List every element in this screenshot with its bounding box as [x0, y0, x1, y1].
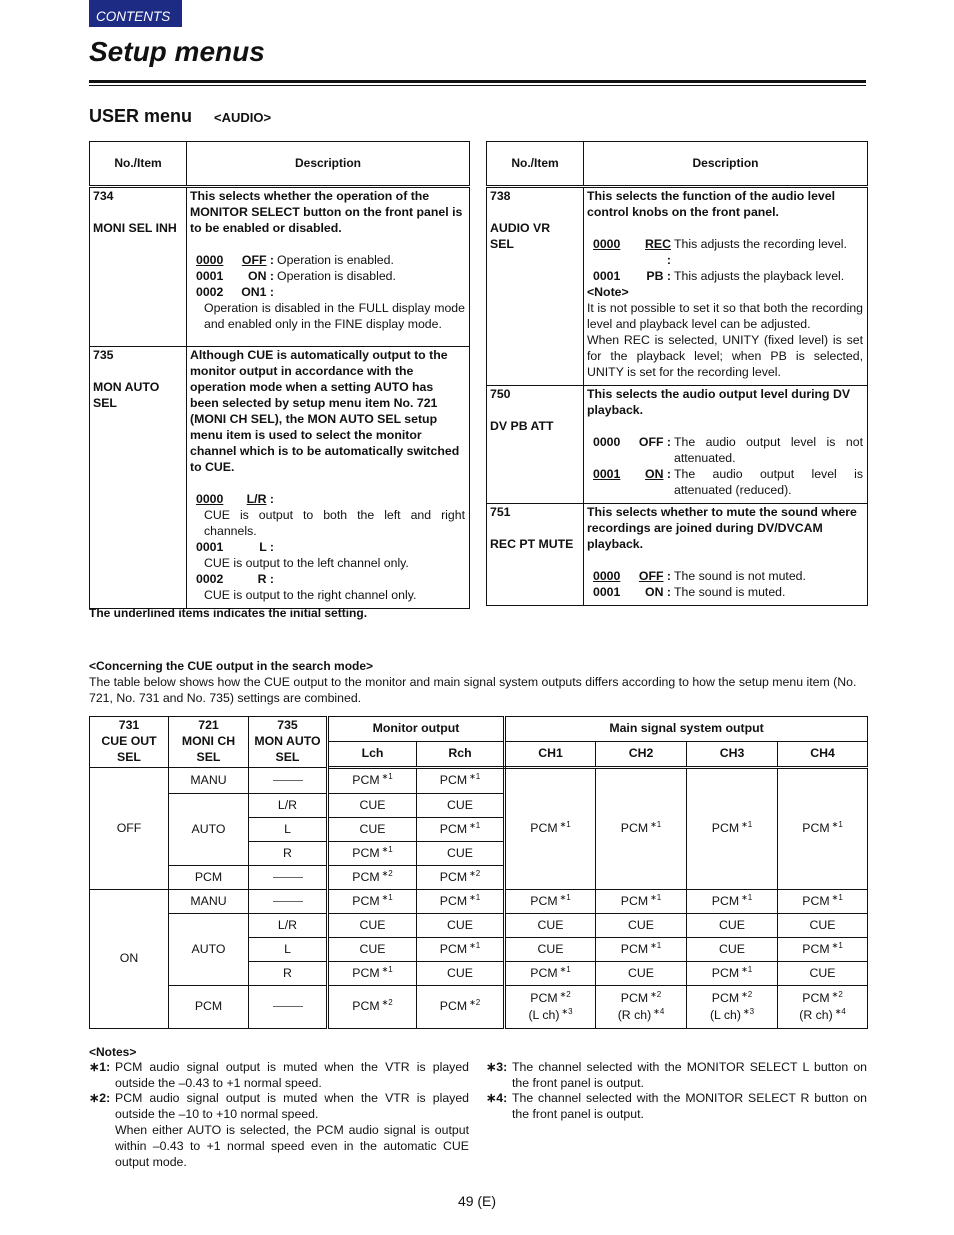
dash-mark	[273, 780, 303, 781]
note-text: PCM audio signal output is muted when the VTR is played outside the –10 to +10 normal speed. When either AUTO is selected, the PCM audio signal is output within –0.43 to +1 normal speed even in the automatic CUE output mode.	[115, 1091, 469, 1169]
col-header-ch4: CH4	[778, 742, 868, 768]
note-marker: ∗1:	[89, 1060, 111, 1074]
option-row	[593, 467, 863, 499]
menu-table-right	[486, 141, 868, 606]
option-code: 0001	[196, 539, 224, 554]
cell-rch: CUE	[417, 962, 505, 986]
cell-lch: CUE	[328, 914, 417, 938]
option-name: ON :	[645, 466, 671, 481]
item-name: DV PB ATT	[490, 418, 554, 433]
cell-lch: PCM $^{∗2}$	[328, 986, 417, 1029]
option-text: Operation is disabled in the FULL display mode and enabled only in the FINE display mode.	[204, 300, 465, 331]
cell-ch4: PCM $^{∗1}$	[778, 768, 868, 890]
cell-721: MANU	[169, 890, 249, 914]
option-name: PB :	[646, 268, 671, 283]
description-cell	[584, 503, 868, 605]
cell-ch2: PCM $^{∗1}$	[596, 938, 687, 962]
option-text: This adjusts the playback level.	[674, 268, 845, 283]
option-code: 0000	[593, 236, 621, 251]
cell-ch2: PCM $^{∗1}$	[596, 768, 687, 890]
col-header-rch: Rch	[417, 742, 505, 768]
note-text: The channel selected with the MONITOR SELECT L button on the front panel is output.	[512, 1060, 867, 1090]
cell-rch: CUE	[417, 914, 505, 938]
table-row	[487, 503, 868, 605]
option-text: CUE is output to the right channel only.	[204, 587, 417, 602]
initial-setting-note: The underlined items indicates the initial setting.	[89, 606, 368, 620]
option-code: 0002	[196, 284, 224, 299]
cell-731: OFF	[90, 768, 169, 890]
option-name: L/R :	[246, 491, 274, 506]
cell-lch: PCM $^{∗1}$	[328, 890, 417, 914]
item-cell	[90, 187, 187, 347]
cell-731: ON	[90, 890, 169, 1029]
cell-721: PCM	[169, 866, 249, 890]
option-name: ON1 :	[241, 284, 274, 299]
item-description: This selects the function of the audio level control knobs on the front panel.	[587, 189, 836, 219]
option-text: CUE is output to the left channel only.	[204, 555, 409, 570]
item-number: 735	[93, 348, 114, 362]
cell-ch3: PCM $^{∗1}$	[687, 768, 778, 890]
note-text: PCM audio signal output is muted when the VTR is played outside the –0.43 to +1 normal speed.	[115, 1060, 469, 1090]
cell-735: L	[249, 938, 328, 962]
option-text: The sound is not muted.	[674, 568, 806, 583]
cell-lch: CUE	[328, 794, 417, 818]
table-row	[90, 347, 470, 609]
note-marker: ∗2:	[89, 1091, 111, 1105]
option-text: CUE is output to both the left and right channels.	[204, 507, 465, 538]
cell-lch: PCM $^{∗1}$	[328, 962, 417, 986]
cell-735	[249, 866, 328, 890]
option-code: 0001	[593, 584, 621, 599]
cell-ch1: CUE	[505, 914, 596, 938]
option-text: The audio output level is not attenuated.	[674, 434, 863, 465]
cell-721: AUTO	[169, 914, 249, 986]
cell-rch: PCM $^{∗1}$	[417, 818, 505, 842]
table-row	[487, 385, 868, 503]
option-name: OFF :	[638, 434, 671, 449]
item-name: AUDIO VR SEL	[490, 220, 551, 251]
col-header-735: 735 MON AUTO SEL	[249, 717, 328, 768]
option-text: The sound is muted.	[674, 584, 786, 599]
cell-rch: PCM $^{∗1}$	[417, 938, 505, 962]
note-text: When REC is selected, UNITY (fixed level) is set for the playback level; when PB is selected, UNITY is set for the recording level.	[587, 332, 863, 379]
option-row	[593, 435, 863, 467]
table-row	[90, 914, 868, 938]
item-description: Although CUE is automatically output to the monitor output in accordance with the operation mode when a setting AUTO has been selected by setup menu item No. 721 (MONI CH SEL), the MON AUTO SEL setup menu item is used to select the monitor channel which is to be automatically switched to CUE.	[190, 348, 460, 474]
page-number: 49 (E)	[457, 1193, 497, 1209]
cell-735	[249, 890, 328, 914]
option-text: Operation is enabled.	[277, 252, 394, 267]
cell-rch: PCM $^{∗2}$	[417, 866, 505, 890]
option-name: R :	[257, 571, 274, 586]
col-header-lch: Lch	[328, 742, 417, 768]
col-header-no-item: No./Item	[487, 142, 584, 187]
section-heading	[89, 105, 271, 128]
item-number: 750	[490, 386, 511, 401]
cell-lch: PCM $^{∗2}$	[328, 866, 417, 890]
page-title: Setup menus	[89, 36, 265, 67]
note-marker: ∗3:	[486, 1060, 508, 1074]
option-row	[196, 285, 465, 301]
item-cell	[90, 347, 187, 609]
title-rule	[89, 80, 866, 86]
cell-ch4: PCM $^{∗2}$ (R ch) $^{∗4}$	[778, 986, 868, 1029]
option-code: 0000	[196, 491, 224, 506]
item-description: This selects whether the operation of the MONITOR SELECT button on the front panel is to be enabled or disabled.	[190, 189, 463, 235]
option-name: OFF :	[241, 252, 274, 267]
col-header-ch1: CH1	[505, 742, 596, 768]
description-cell	[187, 347, 470, 609]
cue-section-intro: The table below shows how the CUE output to the monitor and main signal system outputs differs according to how the setup menu item (No. 721, No. 731 and No. 735) settings are combined.	[89, 675, 857, 705]
cell-ch2: CUE	[596, 914, 687, 938]
cell-735: R	[249, 842, 328, 866]
option-name: ON :	[248, 268, 274, 283]
cell-ch3: PCM $^{∗1}$	[687, 962, 778, 986]
cell-rch: CUE	[417, 842, 505, 866]
option-text: Operation is disabled.	[277, 268, 396, 283]
col-header-731: 731 CUE OUT SEL	[90, 717, 169, 768]
cell-ch1: CUE	[505, 938, 596, 962]
cell-ch4: CUE	[778, 914, 868, 938]
item-description: This selects whether to mute the sound where recordings are joined during DV/DVCAM playback.	[587, 504, 857, 551]
note-4	[486, 1091, 867, 1123]
cell-ch3: CUE	[687, 938, 778, 962]
table-row	[487, 187, 868, 386]
option-code: 0001	[196, 268, 224, 283]
col-header-no-item: No./Item	[90, 142, 187, 187]
cell-lch: CUE	[328, 818, 417, 842]
option-row	[196, 572, 465, 588]
cell-ch1: PCM $^{∗1}$	[505, 890, 596, 914]
cell-735	[249, 768, 328, 794]
cell-lch: PCM $^{∗1}$	[328, 842, 417, 866]
cell-735: L/R	[249, 794, 328, 818]
table-row	[90, 986, 868, 1029]
item-description: This selects the audio output level during DV playback.	[587, 386, 851, 417]
note-label: <Note>	[587, 284, 629, 299]
option-name: L :	[259, 539, 274, 554]
item-name: REC PT MUTE	[490, 536, 574, 551]
option-row	[593, 585, 863, 601]
cell-rch: PCM $^{∗1}$	[417, 890, 505, 914]
option-code: 0000	[593, 568, 621, 583]
col-header-main-output: Main signal system output	[505, 717, 868, 742]
item-name: MON AUTO SEL	[93, 379, 160, 410]
cell-rch: PCM $^{∗1}$	[417, 768, 505, 794]
note-text: It is not possible to set it so that both the recording level and playback level can be adjusted.	[587, 300, 863, 331]
option-row	[593, 569, 863, 585]
item-cell	[487, 187, 584, 386]
option-name: OFF :	[638, 568, 671, 583]
item-cell	[487, 385, 584, 503]
cell-ch1: PCM $^{∗2}$ (L ch) $^{∗3}$	[505, 986, 596, 1029]
note-3	[486, 1060, 867, 1092]
option-code: 0001	[593, 268, 621, 283]
cell-ch4: PCM $^{∗1}$	[778, 938, 868, 962]
dash-mark	[273, 1006, 303, 1007]
description-cell	[187, 187, 470, 347]
notes-heading: <Notes>	[89, 1045, 137, 1059]
cell-ch2: PCM $^{∗1}$	[596, 890, 687, 914]
option-row	[196, 253, 465, 269]
section-title: USER menu	[89, 106, 193, 126]
option-row	[196, 540, 465, 556]
cell-721: MANU	[169, 768, 249, 794]
note-2	[89, 1091, 469, 1171]
cell-ch4: PCM $^{∗1}$	[778, 890, 868, 914]
note-text: The channel selected with the MONITOR SELECT R button on the front panel is output.	[512, 1091, 867, 1121]
cell-ch2: CUE	[596, 962, 687, 986]
cell-ch4: CUE	[778, 962, 868, 986]
dash-mark	[273, 901, 303, 902]
cell-735	[249, 986, 328, 1029]
option-row	[593, 269, 863, 285]
cell-735: L/R	[249, 914, 328, 938]
note-1	[89, 1060, 469, 1092]
description-cell	[584, 385, 868, 503]
table-row	[90, 187, 470, 347]
note-marker: ∗4:	[486, 1091, 508, 1105]
option-code: 0000	[593, 434, 621, 449]
item-number: 738	[490, 189, 511, 203]
cell-735: R	[249, 962, 328, 986]
cell-ch1: PCM $^{∗1}$	[505, 768, 596, 890]
col-header-ch3: CH3	[687, 742, 778, 768]
option-text: The audio output level is attenuated (reduced).	[674, 466, 863, 497]
cell-lch: PCM $^{∗1}$	[328, 768, 417, 794]
cell-ch3: PCM $^{∗1}$	[687, 890, 778, 914]
item-name: MONI SEL INH	[93, 220, 177, 235]
option-text: This adjusts the recording level.	[674, 236, 847, 251]
cell-rch: PCM $^{∗2}$	[417, 986, 505, 1029]
option-row	[593, 237, 863, 269]
contents-tab[interactable]: CONTENTS	[89, 0, 182, 27]
section-subtitle: <AUDIO>	[214, 110, 272, 125]
cell-ch3: CUE	[687, 914, 778, 938]
col-header-monitor-output: Monitor output	[328, 717, 505, 742]
table-row	[90, 768, 868, 794]
cue-output-table	[89, 716, 868, 1029]
cell-ch1: PCM $^{∗1}$	[505, 962, 596, 986]
option-name: ON :	[645, 584, 671, 599]
option-row	[196, 492, 465, 508]
cell-721: AUTO	[169, 794, 249, 866]
dash-mark	[273, 877, 303, 878]
option-code: 0002	[196, 571, 224, 586]
item-number: 734	[93, 189, 114, 203]
item-number: 751	[490, 504, 511, 519]
col-header-721: 721 MONI CH SEL	[169, 717, 249, 768]
cue-section-heading: <Concerning the CUE output in the search mode>	[89, 659, 374, 673]
cell-lch: CUE	[328, 938, 417, 962]
option-code: 0000	[196, 252, 224, 267]
table-row	[90, 890, 868, 914]
col-header-description: Description	[187, 142, 470, 187]
cell-721: PCM	[169, 986, 249, 1029]
item-cell	[487, 503, 584, 605]
description-cell	[584, 187, 868, 386]
option-row	[196, 269, 465, 285]
col-header-ch2: CH2	[596, 742, 687, 768]
cell-ch3: PCM $^{∗2}$ (L ch) $^{∗3}$	[687, 986, 778, 1029]
col-header-description: Description	[584, 142, 868, 187]
cell-ch2: PCM $^{∗2}$ (R ch) $^{∗4}$	[596, 986, 687, 1029]
option-code: 0001	[593, 466, 621, 481]
option-name: REC :	[645, 236, 671, 267]
cell-rch: CUE	[417, 794, 505, 818]
cell-735: L	[249, 818, 328, 842]
menu-table-left	[89, 141, 470, 609]
